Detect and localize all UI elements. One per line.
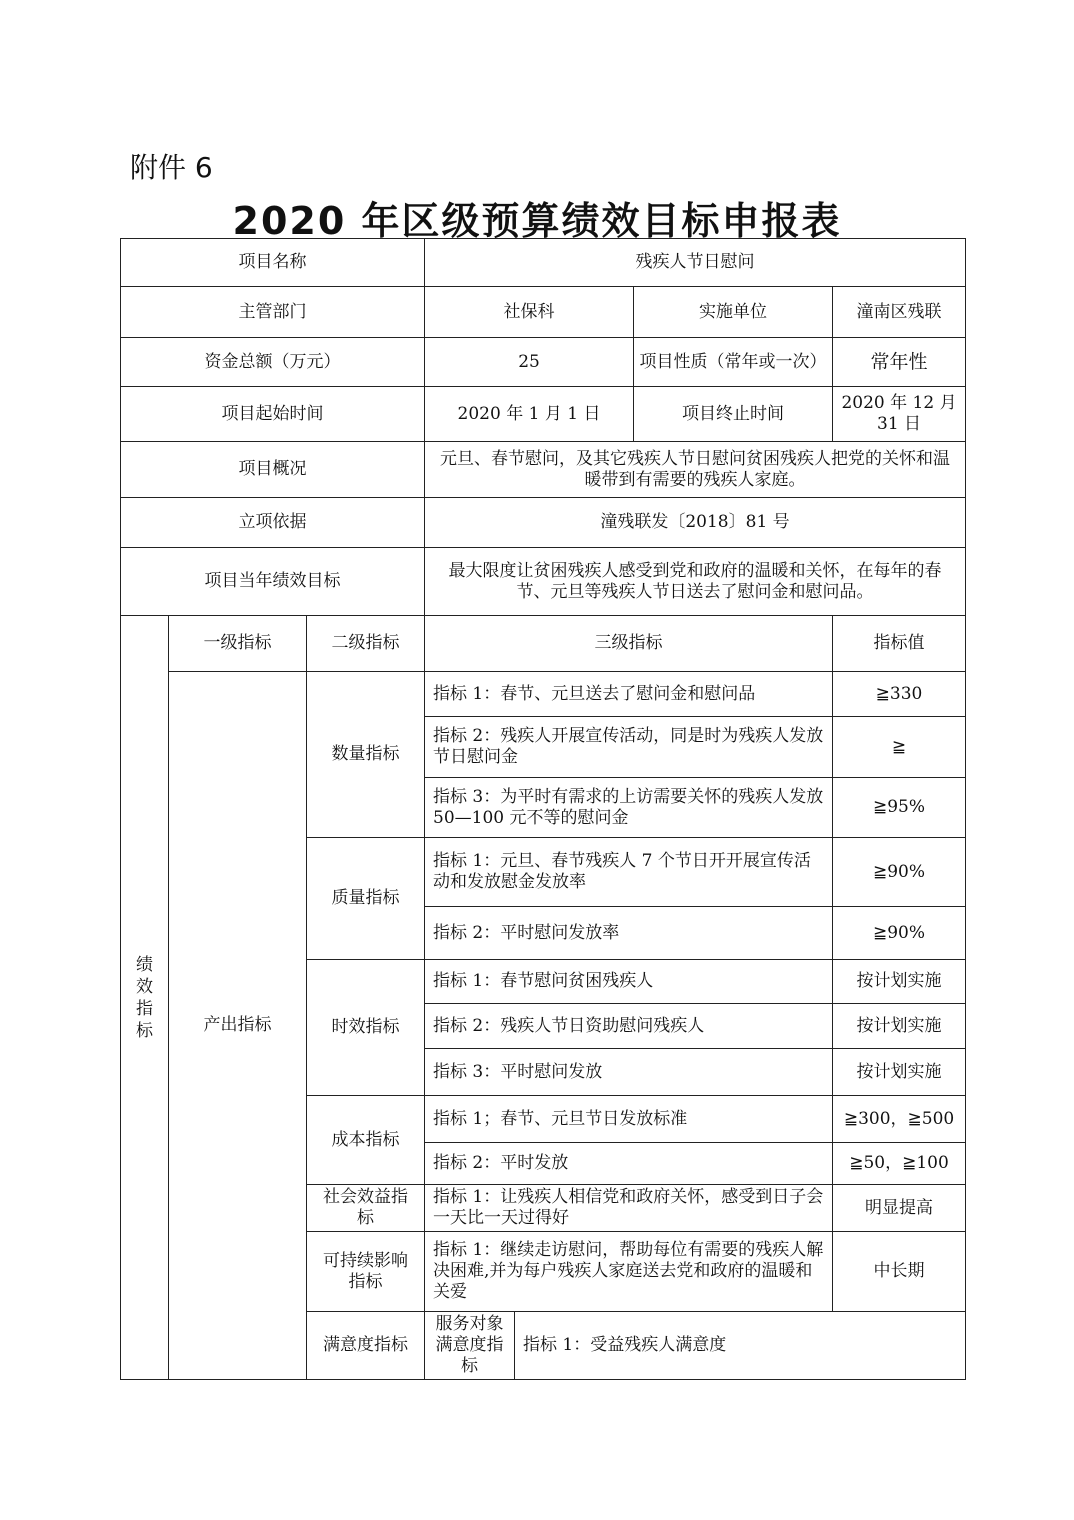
- row-goal: [121, 548, 966, 616]
- row-project-name: [121, 239, 966, 287]
- indicator-text: 指标 1；春节、元旦节日发放标准: [425, 1096, 833, 1143]
- indicator-value: ≧95%: [833, 778, 966, 838]
- indicator-text: 指标 1：春节、元旦送去了慰问金和慰问品: [425, 672, 833, 717]
- timeliness-label: 时效指标: [307, 960, 425, 1096]
- indicator-value: 按计划实施: [833, 960, 966, 1004]
- row-indicator-header: [121, 616, 966, 672]
- indicator-text: 指标 1：受益残疾人满意度: [515, 1312, 966, 1380]
- dates-cell: [425, 387, 833, 442]
- end-value: 2020 年 12 月 31 日: [833, 387, 966, 442]
- row-fund: [121, 338, 966, 387]
- indicator-value: ≧50，≧100: [833, 1143, 966, 1185]
- goal-value: 最大限度让贫困残疾人感受到党和政府的温暖和关怀，在每年的春节、元旦等残疾人节日送去了慰问金和慰问品。: [425, 548, 966, 616]
- indicator-text: 指标 2：平时慰问发放率: [425, 907, 833, 960]
- indicator-text: 指标 1：继续走访慰问，帮助每位有需要的残疾人解决困难,并为每户残疾人家庭送去党和政府的温暖和关爱: [425, 1232, 833, 1312]
- table-row: [121, 672, 966, 717]
- overview-value: 元旦、春节慰问，及其它残疾人节日慰问贫困残疾人把党的关怀和温暖带到有需要的残疾人家庭。: [425, 442, 966, 498]
- output-label: 产出指标: [169, 672, 307, 1380]
- basis-value: 潼残联发〔2018〕81 号: [425, 498, 966, 548]
- header-level2: 二级指标: [307, 616, 425, 672]
- indicator-value: ≧: [833, 717, 966, 778]
- social-label: 社会效益指标: [307, 1185, 425, 1232]
- row-overview: [121, 442, 966, 498]
- sustain-label: 可持续影响指标: [307, 1232, 425, 1312]
- indicator-value: ≧300，≧500: [833, 1096, 966, 1143]
- indicator-text: 指标 1：春节慰问贫困残疾人: [425, 960, 833, 1004]
- service-label: 服务对象满意度指标: [425, 1312, 515, 1380]
- page-title: 2020 年区级预算绩效目标申报表: [232, 199, 842, 243]
- indicator-value: ≧90%: [833, 907, 966, 960]
- performance-form-table: [120, 238, 966, 1380]
- cost-label: 成本指标: [307, 1096, 425, 1185]
- indicator-value: 按计划实施: [833, 1049, 966, 1096]
- end-label: 项目终止时间: [682, 403, 785, 424]
- start-label: 项目起始时间: [121, 387, 425, 442]
- project-name-value: 残疾人节日慰问: [425, 239, 966, 287]
- indicator-value: ≧330: [833, 672, 966, 717]
- indicator-text: 指标 1：让残疾人相信党和政府关怀，感受到日子会一天比一天过得好: [425, 1185, 833, 1232]
- unit-label: 实施单位: [699, 301, 768, 322]
- indicator-section-label: 绩效指标: [121, 616, 169, 1380]
- indicator-value: 中长期: [833, 1232, 966, 1312]
- dept-value: [425, 287, 833, 338]
- indicator-text: 指标 3：为平时有需求的上访需要关怀的残疾人发放 50—100 元不等的慰问金: [425, 778, 833, 838]
- quantity-label: 数量指标: [307, 672, 425, 838]
- nature-value: 常年性: [833, 338, 966, 387]
- header-level3: 三级指标: [425, 616, 833, 672]
- fund-nature-cell: [425, 338, 833, 387]
- row-department: [121, 287, 966, 338]
- row-basis: [121, 498, 966, 548]
- dept-text: 社保科: [425, 287, 634, 337]
- indicator-text: 指标 3：平时慰问发放: [425, 1049, 833, 1096]
- satisfaction-label: 满意度指标: [307, 1312, 425, 1380]
- indicator-text: 指标 2：平时发放: [425, 1143, 833, 1185]
- unit-value: 潼南区残联: [833, 287, 966, 338]
- indicator-text: 指标 2：残疾人节日资助慰问残疾人: [425, 1004, 833, 1049]
- basis-label: 立项依据: [121, 498, 425, 548]
- project-name-label: 项目名称: [121, 239, 425, 287]
- attachment-label: 附件 6: [130, 151, 213, 184]
- row-dates: [121, 387, 966, 442]
- quality-label: 质量指标: [307, 838, 425, 960]
- header-level1: 一级指标: [169, 616, 307, 672]
- indicator-value: ≧90%: [833, 838, 966, 907]
- indicator-text: 指标 2：残疾人开展宣传活动，同是时为残疾人发放节日慰问金: [425, 717, 833, 778]
- overview-label: 项目概况: [121, 442, 425, 498]
- indicator-value: 按计划实施: [833, 1004, 966, 1049]
- indicator-text: 指标 1：元旦、春节残疾人 7 个节日开开展宣传活动和发放慰金发放率: [425, 838, 833, 907]
- nature-label: 项目性质（常年或一次）: [639, 351, 827, 372]
- indicator-value: 明显提高: [833, 1185, 966, 1232]
- fund-value: 25: [425, 338, 634, 386]
- dept-label: 主管部门: [121, 287, 425, 338]
- start-value: 2020 年 1 月 1 日: [425, 387, 634, 441]
- fund-label: 资金总额（万元）: [121, 338, 425, 387]
- goal-label: 项目当年绩效目标: [121, 548, 425, 616]
- header-value: 指标值: [833, 616, 966, 672]
